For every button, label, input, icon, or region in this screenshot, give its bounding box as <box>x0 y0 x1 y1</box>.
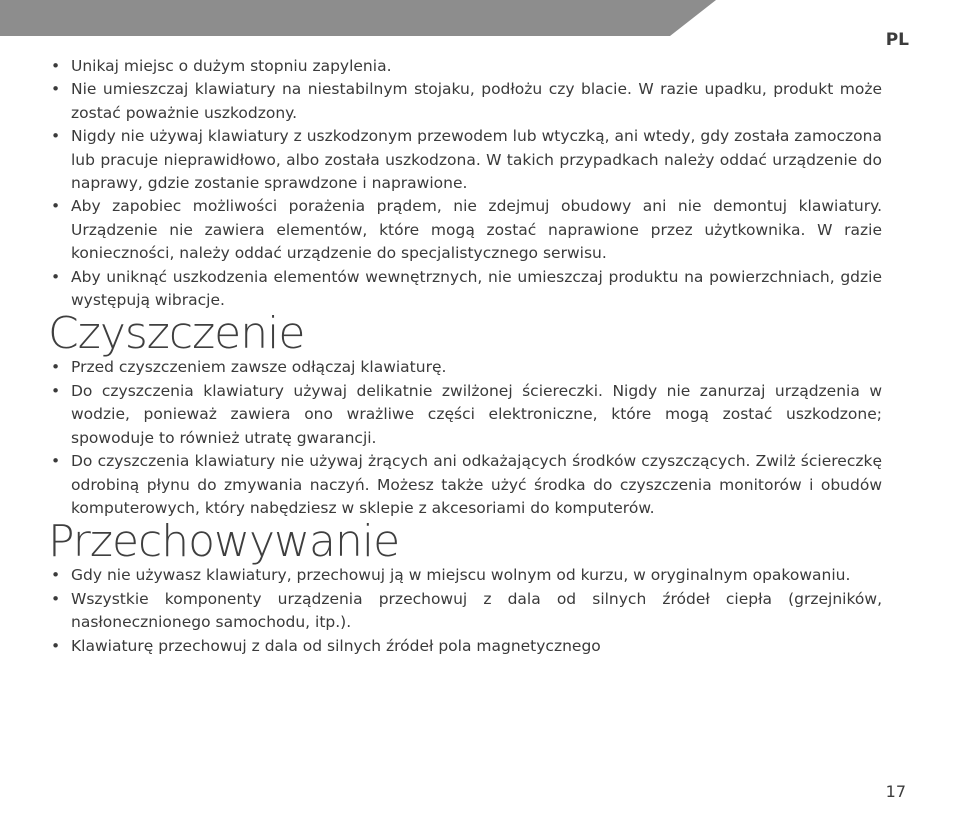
list-item: • Do czyszczenia klawiatury używaj delikatnie zwilżonej ściereczki. Nigdy nie zanurzaj urządzenia w wodzie, ponieważ zawiera ono wrażliwe części elektroniczne, które mogą zostać uszkodzone; spowoduje to również utratę gwarancji. <box>48 380 882 450</box>
list-item: • Klawiaturę przechowuj z dala od silnych źródeł pola magnetycznego <box>48 635 882 658</box>
list-item: • Aby uniknąć uszkodzenia elementów wewnętrznych, nie umieszczaj produktu na powierzchniach, gdzie występują wibracje. <box>48 266 882 313</box>
list-item: • Przed czyszczeniem zawsze odłączaj klawiaturę. <box>48 356 882 379</box>
list-item: • Nigdy nie używaj klawiatury z uszkodzonym przewodem lub wtyczką, ani wtedy, gdy została zamoczona lub pracuje nieprawidłowo, albo została uszkodzona. W takich przypadkach należy oddać urządzenie do naprawy, gdzie zostanie sprawdzone i naprawione. <box>48 125 882 195</box>
language-code: PL <box>885 30 909 50</box>
cleaning-list <box>48 356 882 520</box>
list-item: • Nie umieszczaj klawiatury na niestabilnym stojaku, podłożu czy blacie. W razie upadku, produkt może zostać poważnie uszkodzony. <box>48 78 882 125</box>
cleaning-heading: Czyszczenie <box>48 308 305 360</box>
list-item: • Gdy nie używasz klawiatury, przechowuj ją w miejscu wolnym od kurzu, w oryginalnym opakowaniu. <box>48 564 882 587</box>
header-band <box>0 0 716 36</box>
page-content <box>48 55 882 658</box>
storage-heading: Przechowywanie <box>48 516 400 568</box>
list-item: • Wszystkie komponenty urządzenia przechowuj z dala od silnych źródeł ciepła (grzejników, nasłonecznionego samochodu, itp.). <box>48 588 882 635</box>
list-item: • Unikaj miejsc o dużym stopniu zapylenia. <box>48 55 882 78</box>
list-item: • Aby zapobiec możliwości porażenia prądem, nie zdejmuj obudowy ani nie demontuj klawiatury. Urządzenie nie zawiera elementów, które mogą zostać naprawione przez użytkownika. W razie konieczności, należy oddać urządzenie do specjalistycznego serwisu. <box>48 195 882 265</box>
page-number: 17 <box>885 782 906 801</box>
list-item: • Do czyszczenia klawiatury nie używaj żrących ani odkażających środków czyszczących. Zwilż ściereczkę odrobiną płynu do zmywania naczyń. Możesz także użyć środka do czyszczenia monitorów i obudów komputerowych, który nabędziesz w sklepie z akcesoriami do komputerów. <box>48 450 882 520</box>
safety-list <box>48 55 882 312</box>
storage-list <box>48 564 882 658</box>
